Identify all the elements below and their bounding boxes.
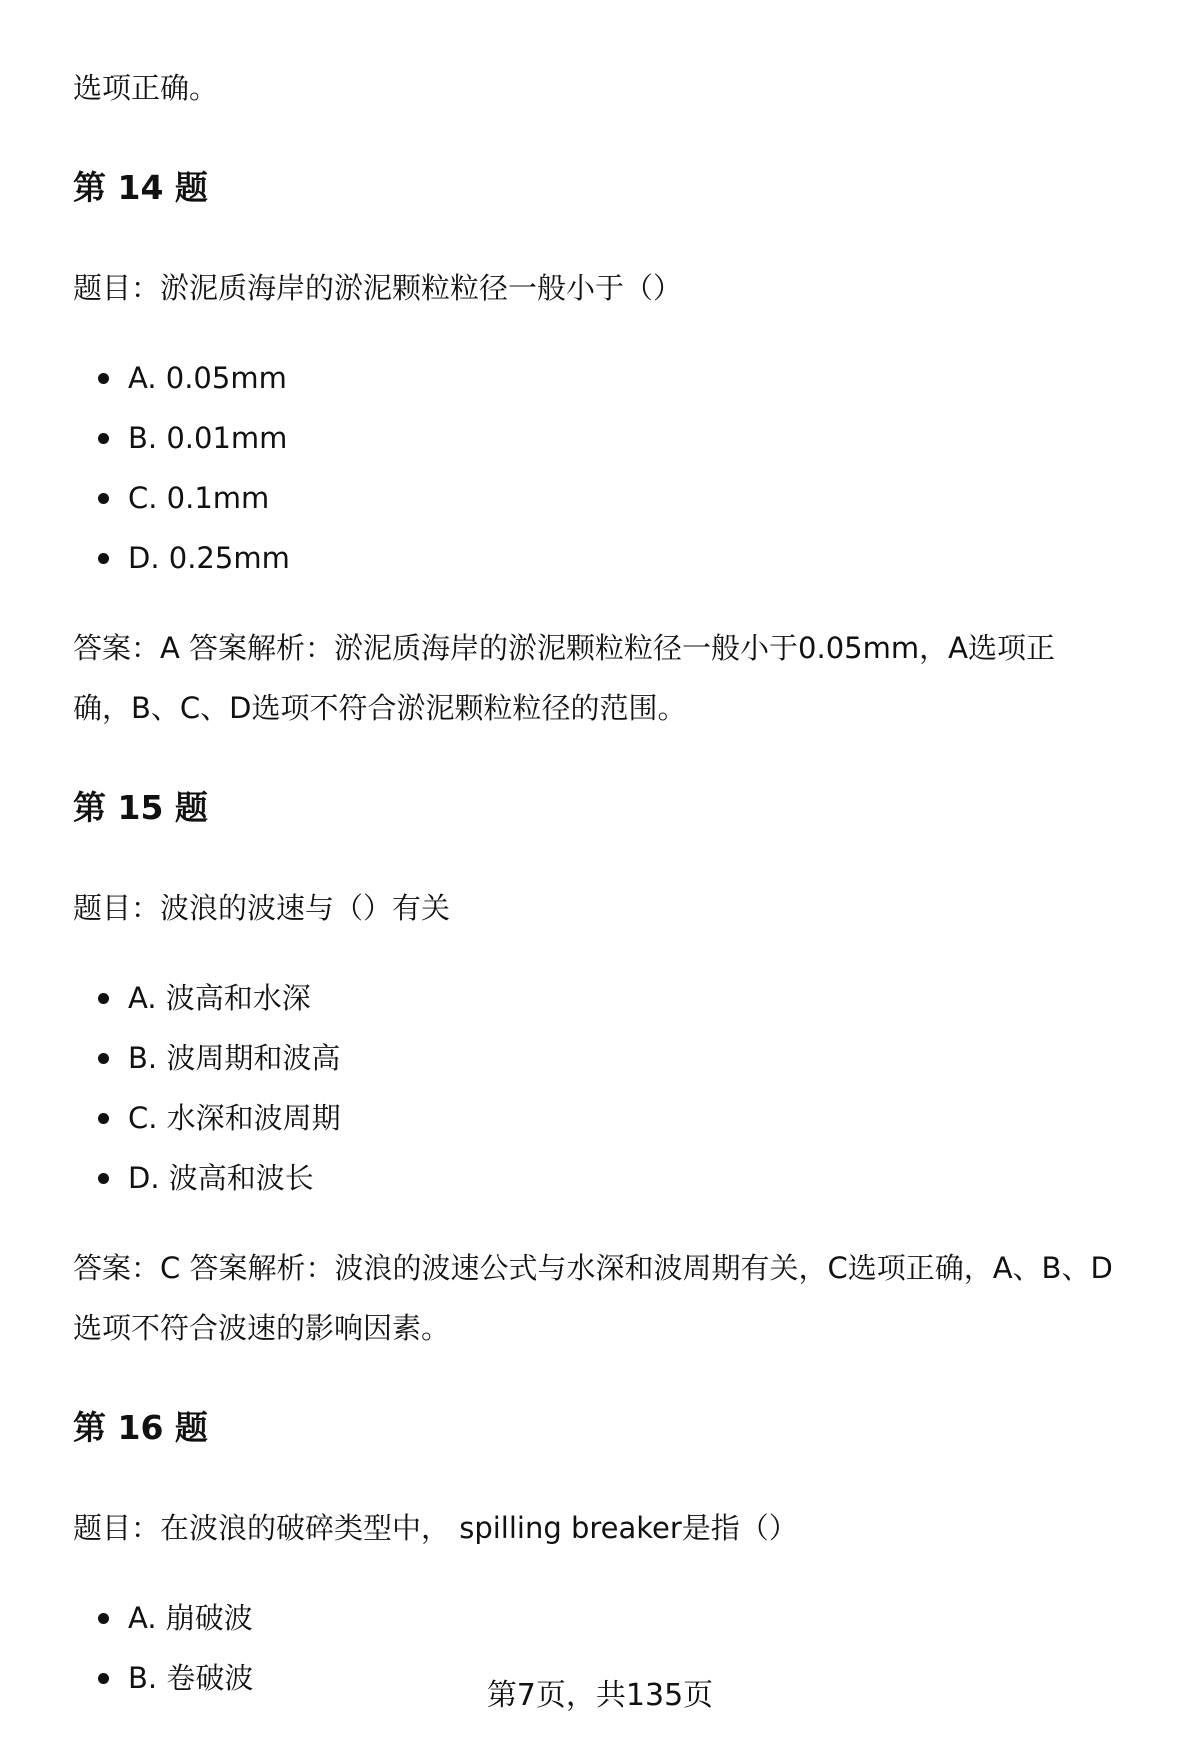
answer-line-1: 答案：A 答案解析：淤泥质海岸的淤泥颗粒粒径一般小于0.05mm，A选项正: [73, 631, 1055, 665]
option-list: [73, 348, 1143, 588]
option-b: B. 0.01mm: [73, 408, 1143, 468]
option-list: [73, 968, 1143, 1208]
question-heading: 第 15 题: [73, 788, 208, 827]
option-b: B. 波周期和波高: [73, 1028, 1143, 1088]
page-content: [73, 58, 1143, 1708]
option-d: D. 0.25mm: [73, 528, 1143, 588]
option-a: A. 崩破波: [73, 1588, 1143, 1648]
option-d: D. 波高和波长: [73, 1148, 1143, 1208]
question-prompt: 题目：在波浪的破碎类型中， spilling breaker是指（）: [73, 1511, 798, 1545]
question-16: [73, 1398, 1143, 1708]
question-prompt: 题目：波浪的波速与（）有关: [73, 891, 451, 925]
page-number: 第7页，共135页: [486, 1678, 714, 1713]
option-a: A. 0.05mm: [73, 348, 1143, 408]
continuation-text: 选项正确。: [73, 71, 219, 105]
answer-line-2: 选项不符合波速的影响因素。: [73, 1311, 451, 1345]
option-b: B. 卷破波: [73, 1648, 1143, 1708]
question-15: [73, 778, 1143, 1358]
question-heading: 第 16 题: [73, 1408, 208, 1447]
question-14: [73, 158, 1143, 738]
option-c: C. 水深和波周期: [73, 1088, 1143, 1148]
option-a: A. 波高和水深: [73, 968, 1143, 1028]
question-heading: 第 14 题: [73, 168, 208, 207]
answer-line-2: 确，B、C、D选项不符合淤泥颗粒粒径的范围。: [73, 691, 687, 725]
question-prompt: 题目：淤泥质海岸的淤泥颗粒粒径一般小于（）: [73, 271, 683, 305]
answer-line-1: 答案：C 答案解析：波浪的波速公式与水深和波周期有关，C选项正确，A、B、D: [73, 1251, 1113, 1285]
option-c: C. 0.1mm: [73, 468, 1143, 528]
